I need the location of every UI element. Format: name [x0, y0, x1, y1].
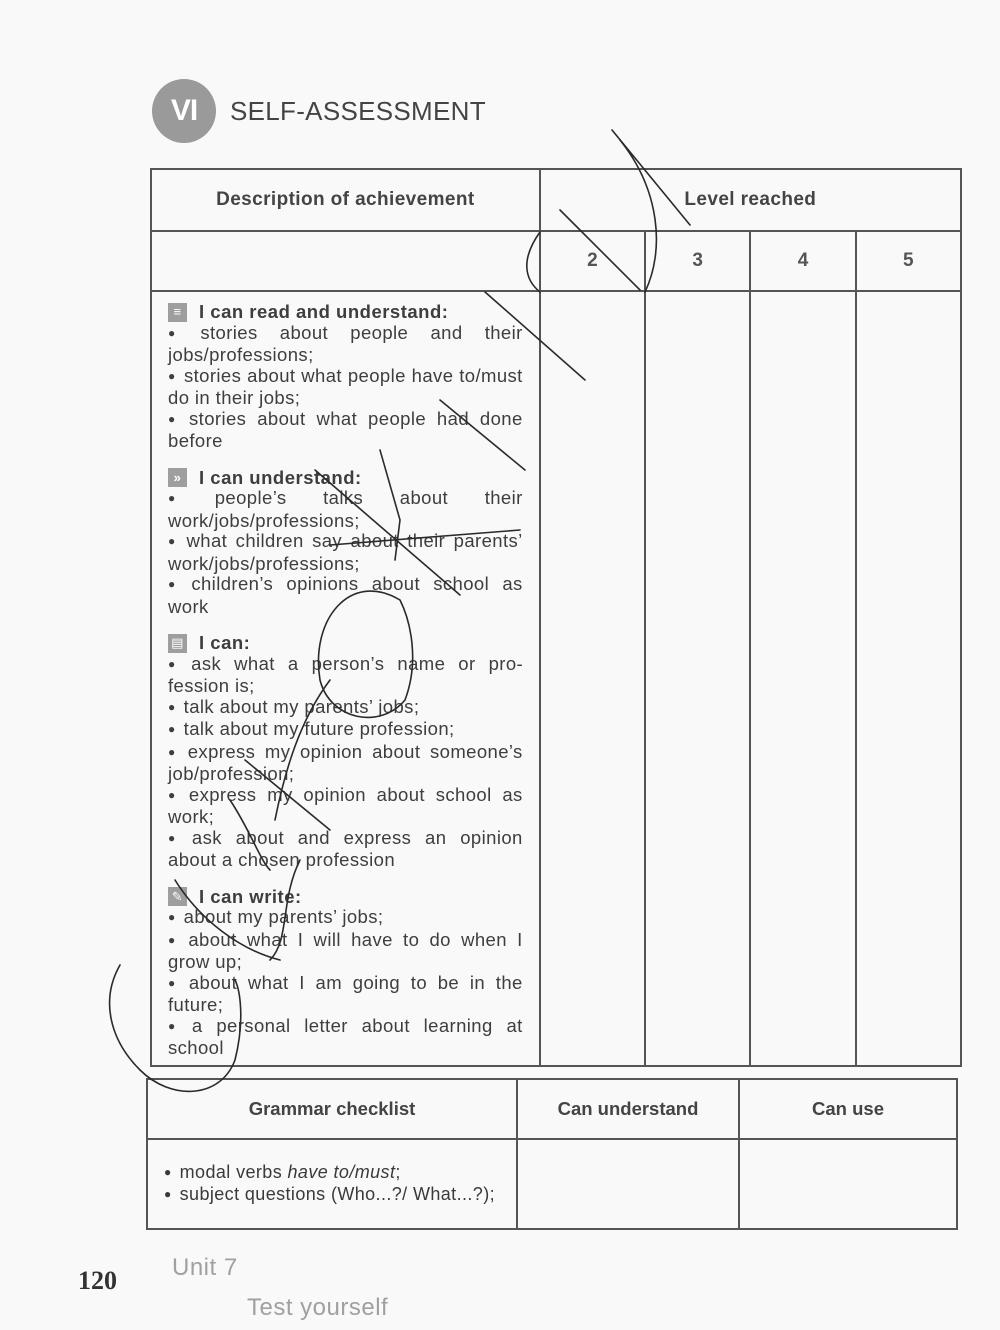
list-item: ● stories about what people had done before [168, 409, 523, 452]
writing-icon: ✎ [168, 887, 187, 906]
level-5-header: 5 [856, 231, 961, 291]
group-heading: I can read and understand: [199, 301, 449, 322]
list-item: ● children’s opinions about school as work [168, 574, 523, 617]
section-title: SELF-ASSESSMENT [230, 95, 486, 126]
reading-icon: ≡ [168, 303, 187, 322]
skill-group-writing [168, 887, 523, 1059]
listening-icon: » [168, 468, 187, 487]
list-item: ● express my opinion about school as work; [168, 785, 523, 828]
can-use-header: Can use [739, 1079, 957, 1139]
achievement-description-cell [151, 291, 540, 1066]
grammar-items-cell [147, 1139, 517, 1229]
list-item: ● talk about my future profession; [168, 719, 523, 742]
level-4-cell[interactable] [750, 291, 855, 1066]
list-item: ● express my opinion about someone’s job/profession; [168, 742, 523, 785]
list-item: ● talk about my parents’ jobs; [168, 697, 523, 720]
can-understand-header: Can understand [517, 1079, 739, 1139]
grammar-checklist-header: Grammar checklist [147, 1079, 517, 1139]
skill-group-listening [168, 468, 523, 618]
level-3-header: 3 [645, 231, 750, 291]
list-item: ● stories about people and their jobs/professions; [168, 323, 523, 366]
group-heading: I can: [199, 632, 251, 653]
level-2-cell[interactable] [540, 291, 645, 1066]
description-column-header: Description of achievement [151, 169, 540, 231]
unit-label: Unit 7 [172, 1254, 238, 1281]
grammar-item: ● modal verbs have to/must; [164, 1162, 502, 1185]
page-number: 120 [78, 1266, 117, 1295]
list-item: ● a personal letter about learning at school [168, 1016, 523, 1059]
empty-header-cell [151, 231, 540, 291]
speaking-icon: ▤ [168, 634, 187, 653]
level-3-cell[interactable] [645, 291, 750, 1066]
list-item: ● what children say about their parents’ work/jobs/professions; [168, 531, 523, 574]
list-item: ● about what I will have to do when I grow up; [168, 930, 523, 973]
list-item: ● about what I am going to be in the future; [168, 973, 523, 1016]
can-use-cell[interactable] [739, 1139, 957, 1229]
grammar-item: ● subject questions (Who...?/ What...?); [164, 1184, 502, 1207]
section-header [152, 79, 486, 143]
grammar-checklist-table [146, 1078, 958, 1230]
group-heading: I can understand: [199, 466, 362, 488]
list-item: ● people’s talks about their work/jobs/professions; [168, 488, 523, 531]
level-5-cell[interactable] [856, 291, 961, 1066]
list-item: ● ask about and express an opinion about a chosen profession [168, 828, 523, 871]
level-4-header: 4 [750, 231, 855, 291]
level-2-header: 2 [540, 231, 645, 291]
self-assessment-table [150, 168, 962, 1067]
unit-subtitle: Test yourself [247, 1294, 389, 1321]
level-column-header: Level reached [540, 169, 961, 231]
group-heading: I can write: [199, 885, 302, 907]
skill-group-reading [168, 302, 523, 452]
can-understand-cell[interactable] [517, 1139, 739, 1229]
list-item: ● about my parents’ jobs; [168, 907, 523, 930]
skill-group-speaking [168, 633, 523, 871]
list-item: ● stories about what people have to/must do in their jobs; [168, 366, 523, 409]
list-item: ● ask what a person’s name or profession is; [168, 654, 523, 697]
section-number-badge: VI [152, 79, 216, 143]
